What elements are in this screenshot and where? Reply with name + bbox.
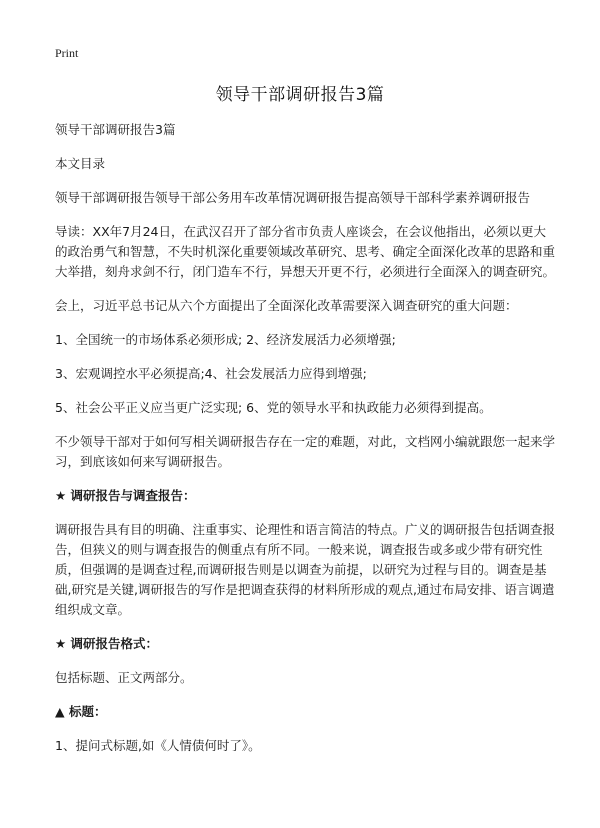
meeting-paragraph: 会上，习近平总书记从六个方面提出了全面深化改革需要深入调查研究的重大问题： <box>55 298 518 313</box>
section-body: 1、提问式标题,如《人情债何时了》。 <box>55 738 261 753</box>
intro-paragraph: 导读：XX年7月24日，在武汉召开了部分省市负责人座谈会，在会议他指出，必须以更大的政治勇气和智慧，不失时机深化重要领域改革研究、思考、确定全面深化改革的思路和重大举措，刻舟求剑不行，闭门造车不行，异想天开更不行，必须进行全面深入的调查研究。 <box>55 224 556 279</box>
section-body: 调研报告具有目的明确、注重事实、论理性和语言简洁的特点。广义的调研报告包括调查报告，但狭义的则与调查报告的侧重点有所不同。一般来说，调查报告或多或少带有研究性质，但强调的是调查过程,而调研报告则是以调查为前提，以研究为过程与目的。调查是基础,研究是关键,调研报告的写作是把调查获得的材料所形成的观点,通过布局安排、语言调遣组织成文章。 <box>55 522 556 617</box>
document-body <box>55 120 555 770</box>
toc-list: 领导干部调研报告领导干部公务用车改革情况调研报告提高领导干部科学素养调研报告 <box>55 190 531 205</box>
toc-heading: 本文目录 <box>55 156 106 171</box>
list-item: 5、社会公平正义应当更广泛实现; 6、党的领导水平和执政能力必须得到提高。 <box>55 400 492 415</box>
section-heading: ★ 调研报告格式： <box>55 636 159 651</box>
section-heading: ★ 调研报告与调查报告： <box>55 488 196 503</box>
list-item: 1、全国统一的市场体系必须形成; 2、经济发展活力必须增强; <box>55 332 396 347</box>
section-body: 包括标题、正文两部分。 <box>55 670 193 685</box>
list-item: 3、宏观调控水平必须提高;4、社会发展活力应得到增强; <box>55 366 367 381</box>
print-label: Print <box>55 46 79 60</box>
lead-in-paragraph: 不少领导干部对于如何写相关调研报告存在一定的难题，对此，文档网小编就跟您一起来学习，到底该如何来写调研报告。 <box>55 434 556 469</box>
subtitle: 领导干部调研报告3篇 <box>55 122 176 137</box>
document-title: 领导干部调研报告3篇 <box>215 85 385 105</box>
section-heading: ▲ 标题： <box>55 704 107 719</box>
